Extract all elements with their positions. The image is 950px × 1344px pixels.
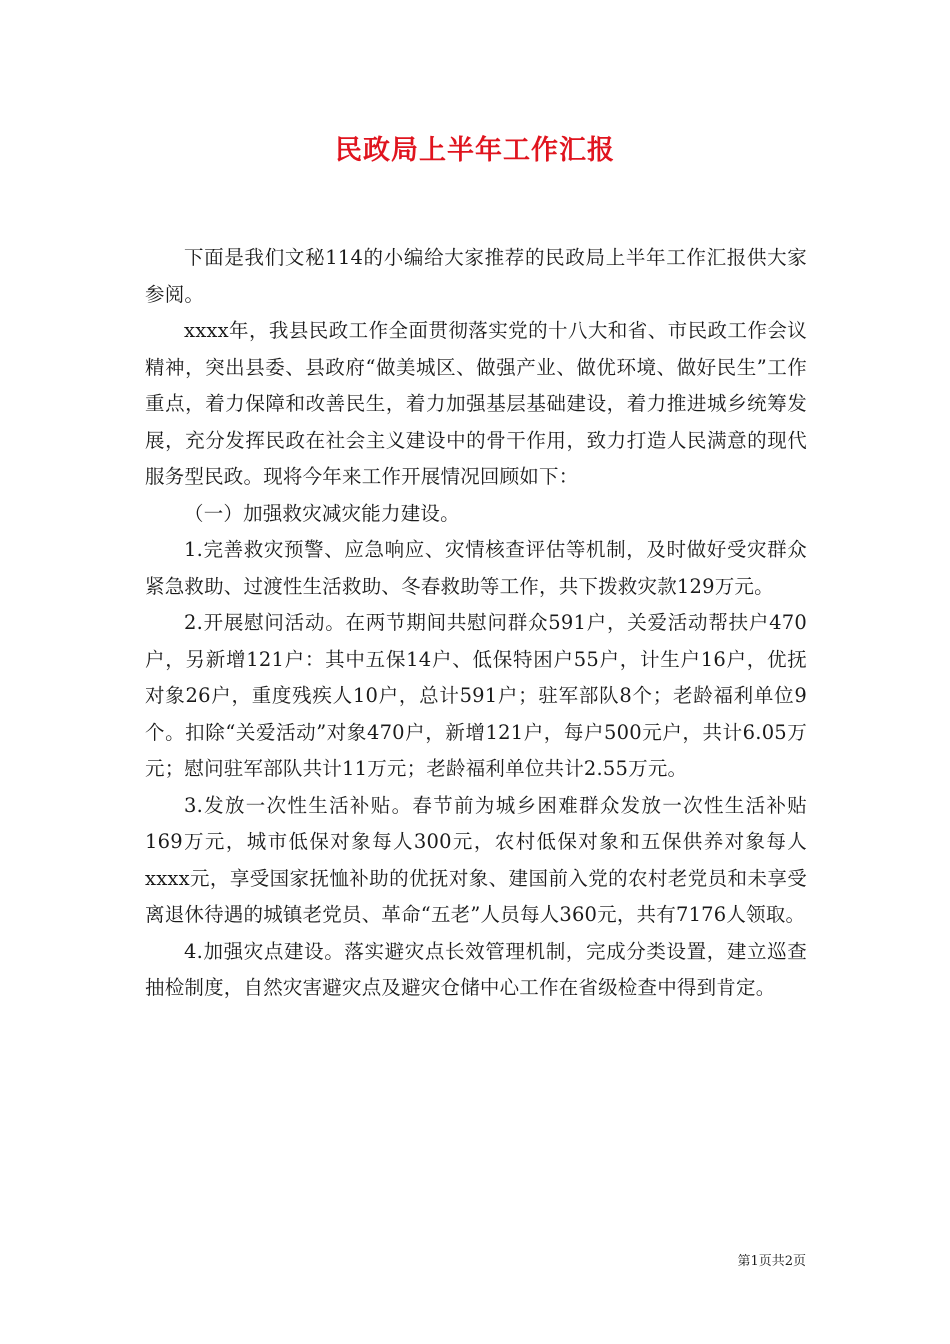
intro-paragraph: 下面是我们文秘114的小编给大家推荐的民政局上半年工作汇报供大家参阅。 <box>145 246 807 306</box>
document-title: 民政局上半年工作汇报 <box>335 135 615 166</box>
document-body <box>145 240 807 1007</box>
section-heading: （一）加强救灾减灾能力建设。 <box>184 501 460 525</box>
page-number: 第1页共2页 <box>737 1254 806 1269</box>
overview-paragraph: xxxx年，我县民政工作全面贯彻落实党的十八大和省、市民政工作会议精神，突出县委、县政府“做美城区、做强产业、做优环境、做好民生”工作重点，着力保障和改善民生，着力加强基层基础建设，着力推进城乡统筹发展，充分发挥民政在社会主义建设中的骨干作用，致力打造人民满意的现代服务型民政。现将今年来工作开展情况回顾如下： <box>145 319 807 488</box>
item-3-paragraph: 3.发放一次性生活补贴。春节前为城乡困难群众发放一次性生活补贴169万元，城市低保对象每人300元，农村低保对象和五保供养对象每人xxxx元，享受国家抚恤补助的优抚对象、建国前入党的农村老党员和未享受离退休待遇的城镇老党员、革命“五老”人员每人360元，共有7176人领取。 <box>145 793 807 926</box>
item-2-paragraph: 2.开展慰问活动。在两节期间共慰问群众591户，关爱活动帮扶户470户，另新增121户：其中五保14户、低保特困户55户，计生户16户，优抚对象26户，重度残疾人10户，总计591户；驻军部队8个；老龄福利单位9个。扣除“关爱活动”对象470户，新增121户，每户500元户，共计6.05万元；慰问驻军部队共计11万元；老龄福利单位共计2.55万元。 <box>145 611 807 780</box>
item-1-paragraph: 1.完善救灾预警、应急响应、灾情核查评估等机制，及时做好受灾群众紧急救助、过渡性生活救助、冬春救助等工作，共下拨救灾款129万元。 <box>145 538 807 598</box>
item-4-paragraph: 4.加强灾点建设。落实避灾点长效管理机制，完成分类设置，建立巡查抽检制度，自然灾害避灾点及避灾仓储中心工作在省级检查中得到肯定。 <box>145 939 807 999</box>
